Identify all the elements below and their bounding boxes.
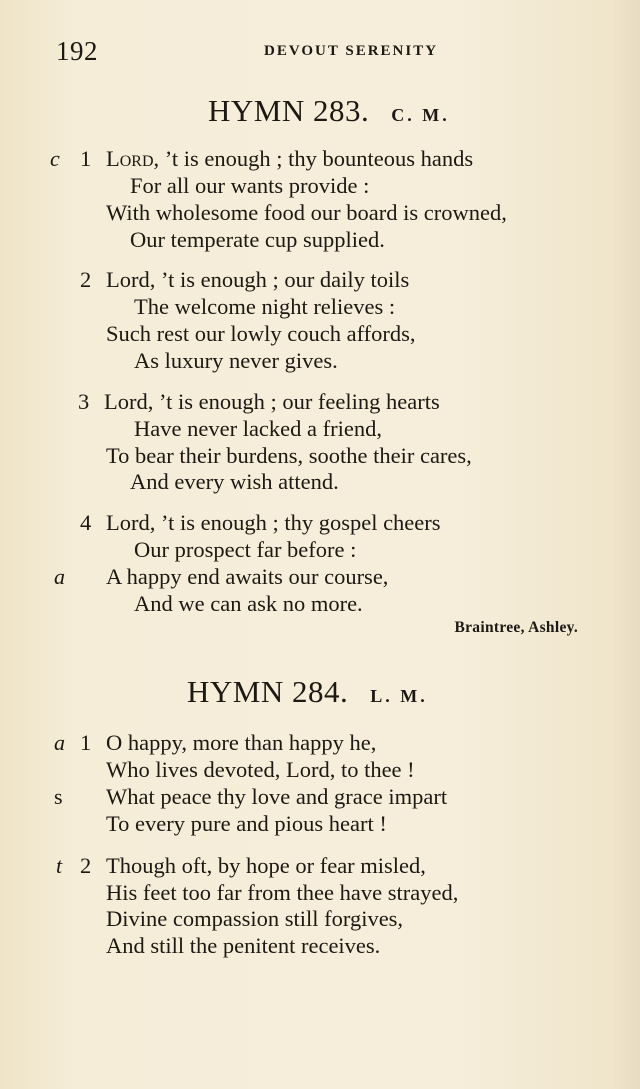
verse-line: To bear their burdens, soothe their cares,	[106, 443, 472, 468]
verse-lead-word: Lord,	[106, 146, 160, 171]
verse-line: And every wish attend.	[130, 469, 339, 494]
verse-line: What peace thy love and grace impart	[106, 784, 448, 809]
verse-line: Divine compassion still forgives,	[106, 906, 404, 931]
page-edge-shadow	[612, 0, 640, 1089]
hymn-284-meter: L. M.	[370, 686, 428, 706]
hymn-283-title	[208, 93, 450, 129]
stanza-number: 4	[80, 510, 92, 535]
running-title: DEVOUT SERENITY	[264, 43, 439, 59]
verse-line: For all our wants provide :	[130, 173, 370, 198]
verse-line: And we can ask no more.	[134, 591, 363, 616]
verse-line: O happy, more than happy he,	[106, 730, 377, 755]
verse-line: Such rest our lowly couch affords,	[106, 321, 416, 346]
verse-line: Have never lacked a friend,	[134, 416, 382, 441]
verse-line: Who lives devoted, Lord, to thee !	[106, 757, 415, 782]
stanza-number: 2	[80, 267, 92, 292]
verse-line: Our temperate cup supplied.	[130, 227, 385, 252]
stanza-number: 1	[80, 730, 92, 755]
verse-line: And still the penitent receives.	[106, 933, 381, 958]
stanza-number: 3	[78, 389, 90, 414]
verse-line: Our prospect far before :	[134, 537, 357, 562]
hymn-284-title	[187, 674, 428, 710]
hymn-283-meter: C. M.	[391, 105, 450, 125]
stanza-number: 1	[80, 146, 92, 171]
verse-line: Though oft, by hope or fear misled,	[106, 853, 426, 878]
dynamic-mark: s	[54, 784, 63, 809]
verse-line: Lord, ’t is enough ; our daily toils	[106, 267, 410, 292]
verse-line: With wholesome food our board is crowned,	[106, 200, 507, 225]
page-number: 192	[56, 36, 98, 66]
verse-line-rest: ’t is enough ; thy bounteous hands	[159, 146, 474, 171]
verse-line: Lord, ’t is enough ; thy gospel cheers	[106, 510, 441, 535]
verse-line	[106, 148, 473, 171]
hymn-284-number: HYMN 284.	[187, 674, 349, 709]
verse-line: As luxury never gives.	[134, 348, 338, 373]
tune-names: Braintree, Ashley.	[454, 619, 578, 636]
stanza-number: 2	[80, 853, 92, 878]
verse-line: His feet too far from thee have strayed,	[106, 880, 459, 905]
dynamic-mark: c	[50, 146, 60, 171]
verse-line: To every pure and pious heart !	[106, 811, 387, 836]
verse-line: The welcome night relieves :	[134, 294, 396, 319]
hymn-283-number: HYMN 283.	[208, 93, 370, 128]
verse-line: A happy end awaits our course,	[106, 564, 389, 589]
dynamic-mark: a	[54, 564, 65, 589]
dynamic-mark: t	[56, 853, 63, 878]
verse-line: Lord, ’t is enough ; our feeling hearts	[104, 389, 440, 414]
dynamic-mark: a	[54, 730, 65, 755]
